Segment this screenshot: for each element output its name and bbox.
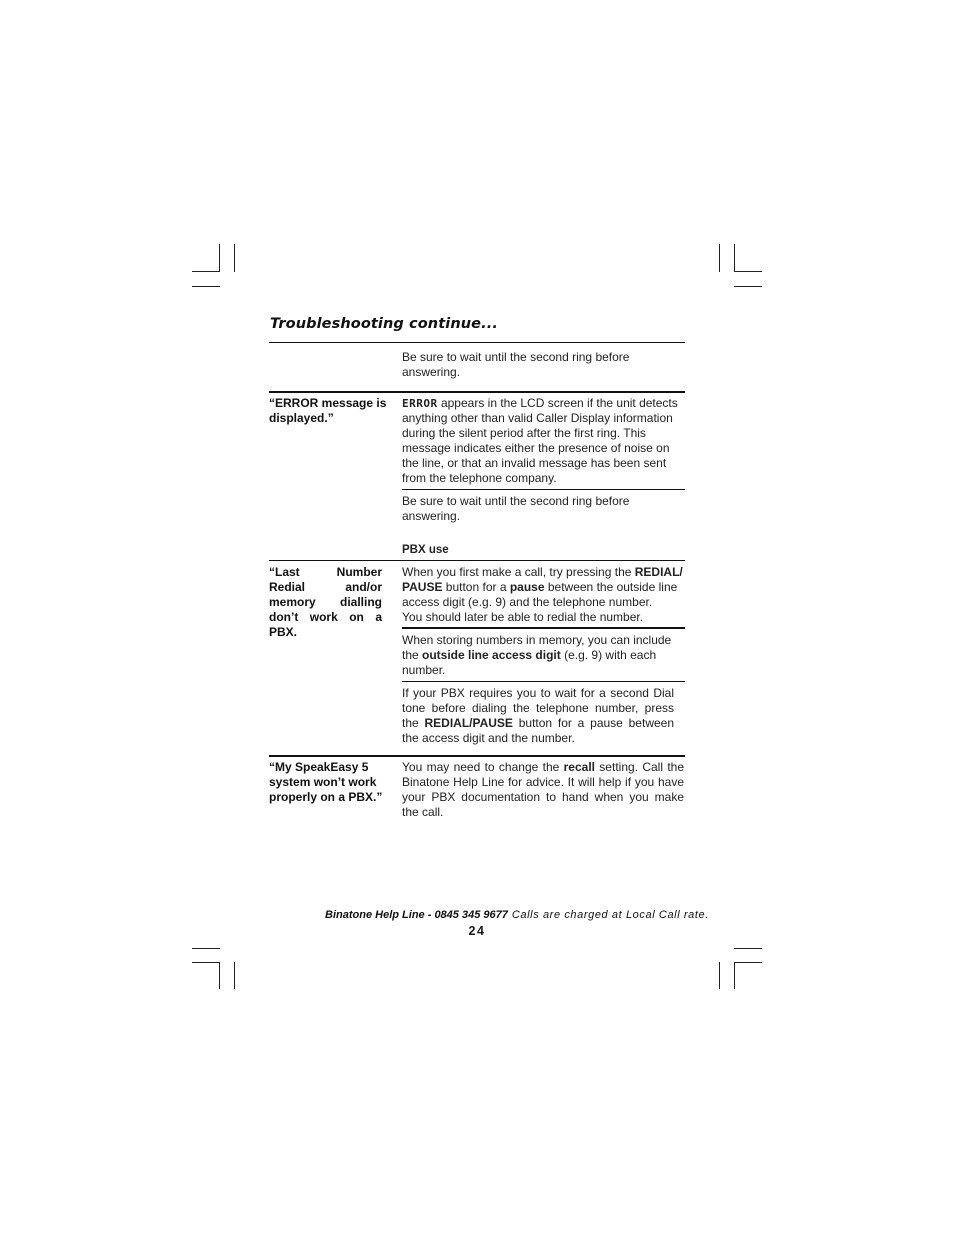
answer-recall-setting: You may need to change the recall setting. Call the Binatone Help Line for advice. It will help if you have your PBX documentation to hand when you make the call. xyxy=(402,760,684,819)
helpline-text: Binatone Help Line - 0845 345 9677 xyxy=(325,909,508,921)
crop-mark xyxy=(192,286,220,287)
answer-text: Be sure to wait until the second ring before answering. xyxy=(402,494,630,523)
answer-second-dial-tone: If your PBX requires you to wait for a second Dial tone before dialing the telephone number, press the REDIAL/PAUSE button for a pause between the access digit and the number. xyxy=(402,686,675,745)
answer-divider xyxy=(402,681,685,682)
crop-mark xyxy=(192,948,220,949)
page-number: 24 xyxy=(468,924,486,938)
question-speakeasy-pbx: “My SpeakEasy 5 system won’t work properly on a PBX.” xyxy=(269,760,383,804)
title-rule xyxy=(269,342,685,343)
crop-mark xyxy=(734,948,762,949)
lcd-error-text: ERROR xyxy=(402,397,438,410)
answer-error-message: ERROR appears in the LCD screen if the unit detects anything other than valid Caller Display information during the silent period after the first ring. This message indicates either the presence of noise on the line, or that an invalid message has been sent from the telephone company. xyxy=(402,396,678,485)
page-title: Troubleshooting continue... xyxy=(270,316,498,332)
question-error-message: “ERROR message is displayed.” xyxy=(269,396,387,425)
answer-text: Be sure to wait until the second ring before answering. xyxy=(402,350,630,379)
answer-divider xyxy=(402,627,685,629)
crop-mark xyxy=(719,962,720,989)
footer xyxy=(0,909,954,921)
section-rule xyxy=(269,755,685,757)
answer-divider xyxy=(402,489,685,490)
crop-mark xyxy=(734,244,735,272)
crop-mark xyxy=(734,286,762,287)
section-rule xyxy=(269,560,685,561)
crop-mark xyxy=(219,962,220,989)
answer-memory-storing: When storing numbers in memory, you can include the outside line access digit (e.g. 9) with each number. xyxy=(402,633,672,677)
crop-mark xyxy=(192,962,220,963)
answer-redial-pause: When you first make a call, try pressing the REDIAL/ PAUSE button for a pause between the outside line access digit (e.g. 9) and the telephone number. You should later be able to redial the number. xyxy=(402,565,683,624)
crop-mark xyxy=(734,962,762,963)
crop-mark xyxy=(719,244,720,272)
crop-mark xyxy=(192,271,220,272)
crop-mark xyxy=(734,271,762,272)
crop-mark xyxy=(234,962,235,989)
crop-mark xyxy=(219,244,220,272)
crop-mark xyxy=(734,962,735,989)
crop-mark xyxy=(234,244,235,272)
call-rate-text: Calls are charged at Local Call rate. xyxy=(511,909,709,921)
section-rule xyxy=(269,391,685,393)
pbx-section-heading: PBX use xyxy=(402,544,449,556)
question-last-number-redial: “Last Number Redial and/or memory dialling don’t work on a PBX. xyxy=(269,565,382,639)
